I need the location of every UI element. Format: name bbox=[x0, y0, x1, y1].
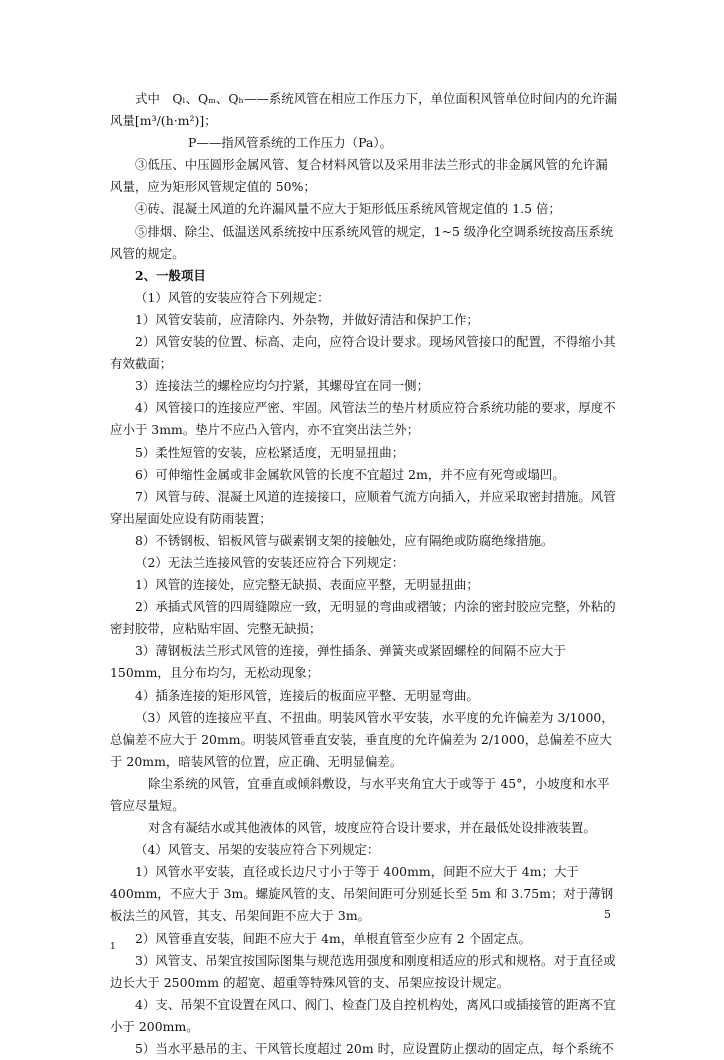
paragraph: 2、一般项目 bbox=[135, 267, 206, 283]
paragraph: 1）风管的连接处，应完整无缺损、表面应平整，无明显扭曲； bbox=[135, 577, 479, 593]
paragraph: 1）风管安装前，应清除内、外杂物，并做好清洁和保护工作； bbox=[135, 311, 479, 327]
paragraph: 对含有凝结水或其他液体的风管，坡度应符合设计要求，并在最低处设排液装置。 bbox=[148, 820, 596, 836]
paragraph: 8）不锈钢板、铝板风管与碳素钢支架的接触处，应有隔绝或防腐绝缘措施。 bbox=[135, 532, 554, 548]
paragraph: 2）承插式风管的四周缝隙应一致，无明显的弯曲或褶皱；内涂的密封胶应完整，外粘的密封胶带，应粘贴牢固、完整无缺损； bbox=[110, 599, 616, 637]
document-body bbox=[110, 88, 620, 1060]
paragraph: 3）风管支、吊架宜按国际图集与规范选用强度和刚度相适应的形式和规格。对于直径或边长大于 2500mm 的超宽、超重等特殊风管的支、吊架应按设计规定。 bbox=[110, 952, 616, 990]
paragraph: （4）风管支、吊架的安装应符合下列规定： bbox=[135, 842, 380, 858]
page-number: 5 bbox=[604, 908, 611, 921]
page-mark: 1 bbox=[110, 942, 116, 952]
paragraph: 式中 Qₗ、Qₘ、Qₕ——系统风管在相应工作压力下，单位面积风管单位时间内的允许漏风量[m³/(h·m²)]； bbox=[110, 91, 618, 129]
paragraph: 7）风管与砖、混凝土风道的连接接口，应顺着气流方向插入，并应采取密封措施。风管穿出屋面处应设有防雨装置； bbox=[110, 488, 616, 526]
paragraph: 除尘系统的风管，宜垂直或倾斜敷设，与水平夹角宜大于或等于 45°，小坡度和水平管应尽量短。 bbox=[110, 775, 610, 813]
paragraph: 5）柔性短管的安装，应松紧适度，无明显扭曲； bbox=[135, 444, 405, 460]
paragraph: 4）支、吊架不宜设置在风口、阀门、检查门及自控机构处，离风口或插接管的距离不宜小于 200mm。 bbox=[110, 996, 616, 1034]
paragraph: 1）风管水平安装，直径或长边尺寸小于等于 400mm，间距不应大于 4m；大于 400mm，不应大于 3m。螺旋风管的支、吊架间距可分别延长至 5m 和 3.75m；对于薄钢板法兰的风管，其支、吊架间距不应大于 3m。 bbox=[110, 864, 614, 924]
paragraph: 4）插条连接的矩形风管，连接后的板面应平整、无明显弯曲。 bbox=[135, 687, 479, 703]
paragraph: 3）薄钢板法兰形式风管的连接，弹性插条、弹簧夹或紧固螺栓的间隔不应大于 150mm，且分布均匀，无松动现象； bbox=[110, 643, 566, 681]
paragraph: ④砖、混凝土风道的允许漏风量不应大于矩形低压系统风管规定值的 1.5 倍； bbox=[135, 201, 561, 217]
paragraph: P——指风管系统的工作压力（Pa）。 bbox=[188, 135, 393, 151]
paragraph: ⑤排烟、除尘、低温送风系统按中压系统风管的规定，1~5 级净化空调系统按高压系统风管的规定。 bbox=[110, 223, 614, 261]
paragraph: 2）风管安装的位置、标高、走向，应符合设计要求。现场风管接口的配置，不得缩小其有效截面； bbox=[110, 334, 616, 372]
paragraph: 6）可伸缩性金属或非金属软风管的长度不宜超过 2m，并不应有死弯或塌凹。 bbox=[135, 466, 565, 482]
paragraph: 3）连接法兰的螺栓应均匀拧紧，其螺母宜在同一侧； bbox=[135, 378, 430, 394]
paragraph: 4）风管接口的连接应严密、牢固。风管法兰的垫片材质应符合系统功能的要求，厚度不应小于 3mm。垫片不应凸入管内，亦不宜突出法兰外； bbox=[110, 400, 616, 438]
paragraph: （1）风管的安装应符合下列规定： bbox=[135, 289, 330, 305]
paragraph: ③低压、中压圆形金属风管、复合材料风管以及采用非法兰形式的非金属风管的允许漏风量，应为矩形风管规定值的 50%； bbox=[110, 157, 608, 195]
paragraph: 2）风管垂直安装，间距不应大于 4m，单根直管至少应有 2 个固定点。 bbox=[135, 930, 531, 946]
paragraph: （2）无法兰连接风管的安装还应符合下列规定： bbox=[135, 554, 405, 570]
paragraph: 5）当水平悬吊的主、干风管长度超过 20m 时，应设置防止摆动的固定点，每个系统不 bbox=[135, 1041, 614, 1057]
paragraph: （3）风管的连接应平直、不扭曲。明装风管水平安装，水平度的允许偏差为 3/1000，总偏差不应大于 20mm。明装风管垂直安装，垂直度的允许偏差为 2/1000，总偏差不应大于 20mm，暗装风管的位置，应正确、无明显偏差。 bbox=[110, 709, 614, 769]
